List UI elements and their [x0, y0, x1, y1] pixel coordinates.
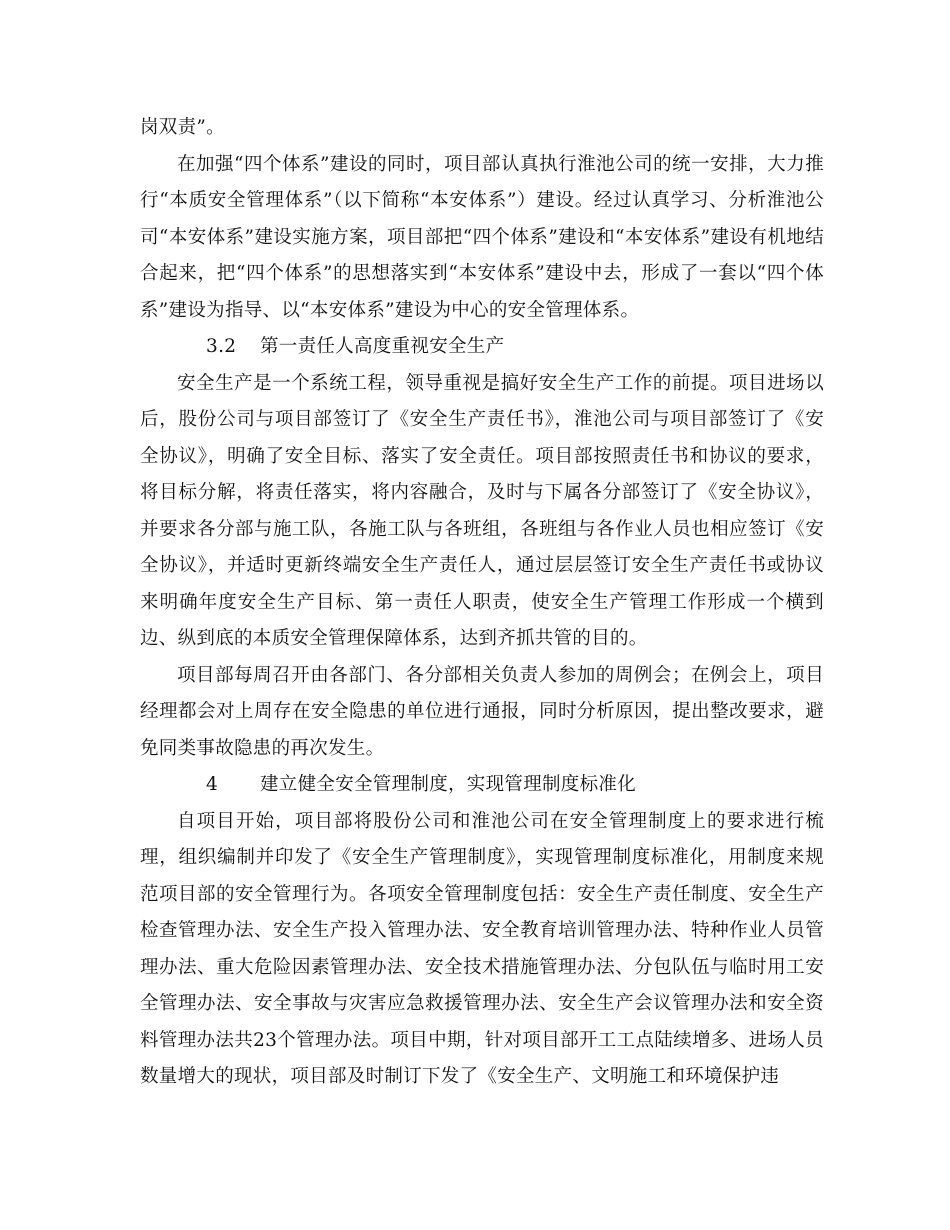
section-number: 4 — [206, 774, 219, 795]
paragraph-weekly-meeting: 项目部每周召开由各部门、各分部相关负责人参加的周例会；在例会上，项目经理都会对上周存在安全隐患的单位进行通报，同时分析原因，提出整改要求，避免同类事故隐患的再次发生。 — [140, 664, 824, 759]
paragraph-management-system: 自项目开始，项目部将股份公司和淮池公司在安全管理制度上的要求进行梳理，组织编制并印发了《安全生产管理制度》，实现管理制度标准化，用制度来规范项目部的安全管理行为。各项安全管理制度包括：安全生产责任制度、安全生产检查管理办法、安全生产投入管理办法、安全教育培训管理办法、特种作业人员管理办法、重大危险因素管理办法、安全技术措施管理办法、分包队伍与临时用工安全管理办法、安全事故与灾害应急救援管理办法、安全生产会议管理办法和安全资料管理办法共23个管理办法。项目中期，针对项目部开工工点陆续增多、进场人员数量增大的现状，项目部及时制订下发了《安全生产、文明施工和环境保护违 — [140, 810, 824, 1087]
section-heading-3-2 — [140, 329, 824, 366]
paragraph-continued: 岗双责”。 — [140, 117, 225, 138]
section-title: 第一责任人高度重视安全生产 — [260, 336, 505, 357]
paragraph-four-systems: 在加强“四个体系”建设的同时，项目部认真执行淮池公司的统一安排，大力推行“本质安全管理体系”（以下简称“本安体系”）建设。经过认真学习、分析淮池公司“本安体系”建设实施方案，项目部把“四个体系”建设和“本安体系”建设有机地结合起来，把“四个体系”的思想落实到“本安体系”建设中去，形成了一套以“四个体系”建设为指导、以“本安体系”建设为中心的安全管理体系。 — [140, 153, 824, 321]
document-page — [140, 110, 824, 1096]
section-number: 3.2 — [206, 336, 237, 357]
section-title: 建立健全安全管理制度，实现管理制度标准化 — [260, 774, 637, 795]
paragraph-safety-production: 安全生产是一个系统工程，领导重视是搞好安全生产工作的前提。项目进场以后，股份公司与项目部签订了《安全生产责任书》，淮池公司与项目部签订了《安全协议》，明确了安全目标、落实了安全责任。项目部按照责任书和协议的要求，将目标分解，将责任落实，将内容融合，及时与下属各分部签订了《安全协议》，并要求各分部与施工队，各施工队与各班组，各班组与各作业人员也相应签订《安全协议》，并适时更新终端安全生产责任人，通过层层签订安全生产责任书或协议来明确年度安全生产目标、第一责任人职责，使安全生产管理工作形成一个横到边、纵到底的本质安全管理保障体系，达到齐抓共管的目的。 — [140, 372, 824, 649]
section-heading-4 — [140, 767, 824, 804]
